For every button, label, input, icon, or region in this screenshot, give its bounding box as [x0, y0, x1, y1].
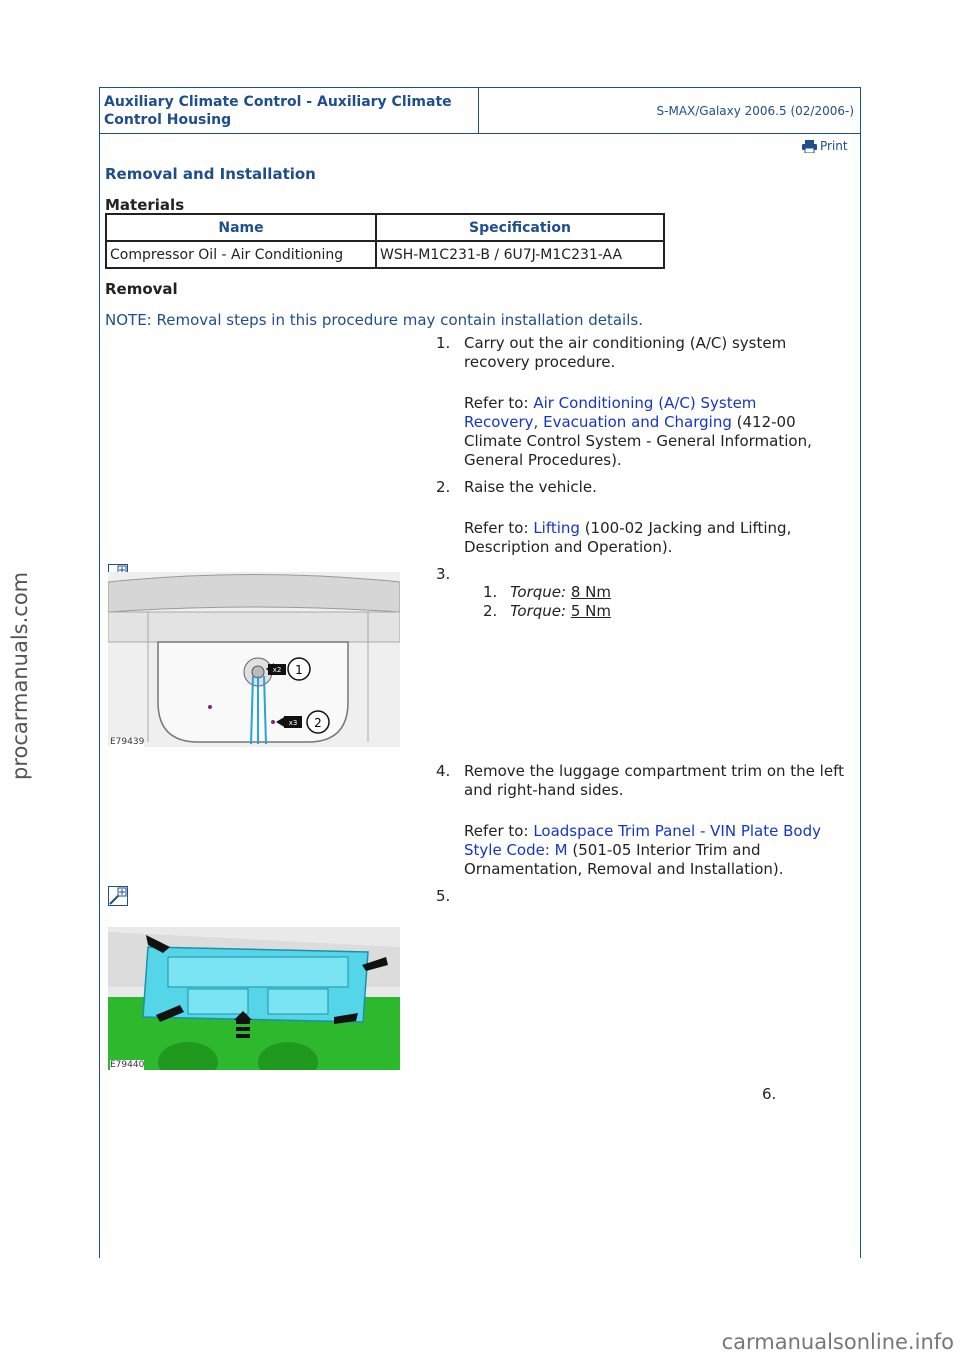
page-header [99, 87, 860, 134]
step-number: 5. [436, 887, 451, 905]
callout-1: 1 [295, 663, 303, 677]
torque-value: 5 Nm [570, 602, 611, 620]
figure-label: E79440 [110, 1060, 145, 1070]
figure-e79440 [108, 927, 400, 1070]
callout-qty-2: x3 [288, 719, 298, 727]
materials-table [105, 213, 665, 269]
lifting-link[interactable]: Lifting [533, 519, 580, 537]
watermark-bottom: carmanualsonline.info [721, 1330, 954, 1354]
material-name: Compressor Oil - Air Conditioning [106, 241, 376, 268]
torque-item-2 [483, 602, 611, 620]
section-title: Removal and Installation [105, 165, 316, 183]
refer-label: Refer to: [464, 822, 534, 840]
print-link[interactable] [802, 139, 848, 153]
refer-detail: (412-00 Climate Control System - General Information, General Procedures). [464, 413, 812, 469]
col-name-header: Name [106, 214, 376, 241]
step-number: 1. [436, 334, 451, 352]
refer-detail: (100-02 Jacking and Lifting, Description and Operation). [464, 519, 792, 556]
removal-heading: Removal [105, 280, 178, 298]
sub-number: 1. [483, 583, 498, 601]
refer-label: Refer to: [464, 519, 534, 537]
torque-value: 8 Nm [570, 583, 611, 601]
figure-label: E79439 [110, 737, 145, 747]
print-label: Print [820, 139, 848, 153]
torque-label: Torque: [510, 602, 567, 620]
step-number: 3. [436, 565, 451, 583]
page-title: Auxiliary Climate Control - Auxiliary Climate Control Housing [104, 94, 452, 128]
printer-icon [802, 140, 817, 153]
refer-label: Refer to: [464, 394, 534, 412]
torque-label: Torque: [510, 583, 567, 601]
trim-panel-link[interactable]: Loadspace Trim Panel - VIN Plate Body Style Code: M [464, 822, 821, 859]
callout-qty-1: x2 [272, 666, 282, 674]
note-text: NOTE: Removal steps in this procedure may contain installation details. [105, 311, 643, 329]
step-number: 6. [762, 1085, 777, 1103]
watermark-left: procarmanuals.com [8, 571, 32, 780]
torque-item-1 [483, 583, 611, 601]
vehicle-model: S-MAX/Galaxy 2006.5 (02/2006-) [656, 104, 854, 118]
procedure-link[interactable]: Air Conditioning (A/C) System Recovery, Evacuation and Charging [464, 394, 757, 431]
material-spec: WSH-M1C231-B / 6U7J-M1C231-AA [376, 241, 664, 268]
figure-e79439 [108, 572, 400, 747]
header-divider [478, 87, 479, 133]
step-text: Carry out the air conditioning (A/C) system recovery procedure. [464, 334, 787, 371]
zoom-icon[interactable] [108, 886, 128, 906]
step-number: 2. [436, 478, 451, 496]
callout-2: 2 [314, 716, 322, 730]
step-number: 4. [436, 762, 451, 780]
materials-heading: Materials [105, 196, 185, 214]
col-spec-header: Specification [376, 214, 664, 241]
step-text: Raise the vehicle. [464, 478, 597, 496]
step-text: Remove the luggage compartment trim on the left and right-hand sides. [464, 762, 844, 799]
sub-number: 2. [483, 602, 498, 620]
refer-detail: (501-05 Interior Trim and Ornamentation, Removal and Installation). [464, 841, 784, 878]
table-row [106, 241, 664, 268]
